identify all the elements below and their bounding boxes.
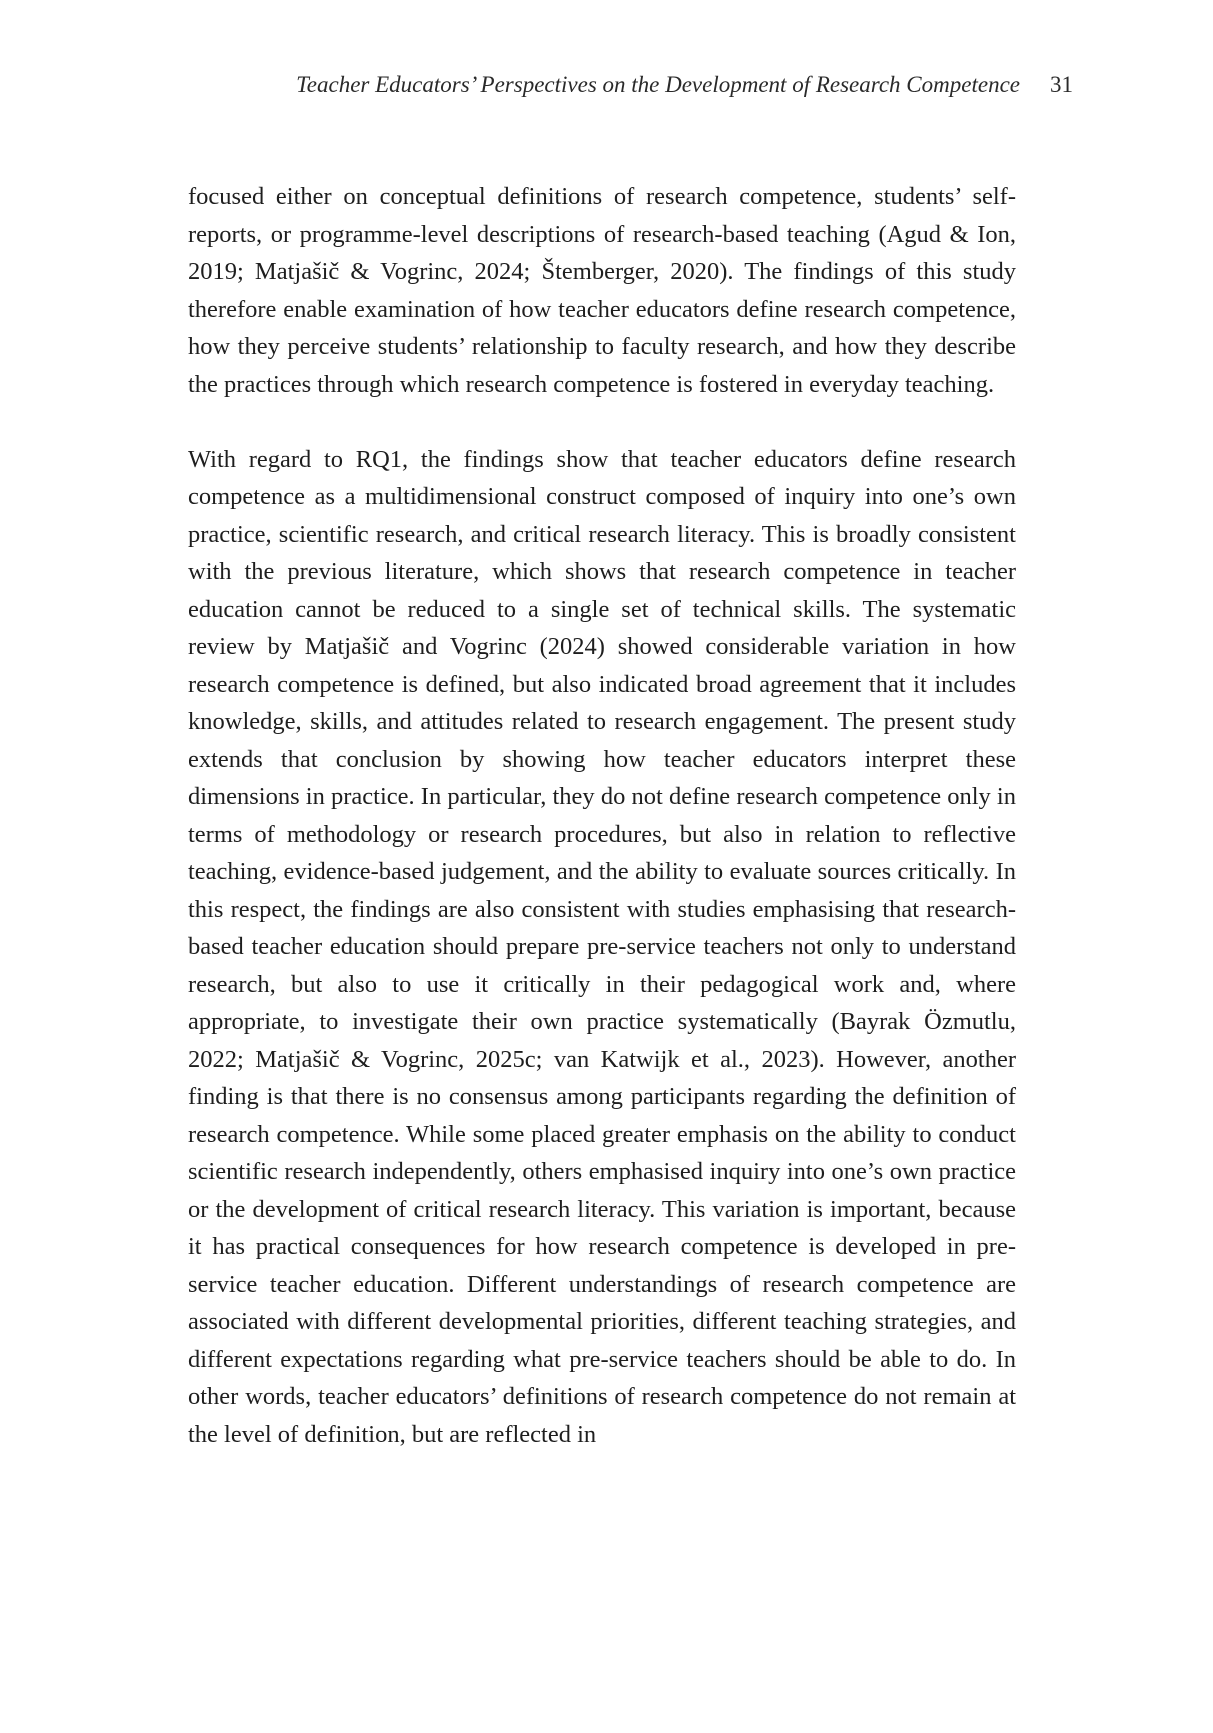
paragraph-1: focused either on conceptual definitions of research competence, students’ self-reports, or programme-level descriptions of research-based teaching (Agud & Ion, 2019; Matjašič & Vogrinc, 2024; Štemberger, 2020). The findings of this study therefore enable examination of how teacher educators define research competence, how they perceive students’ relationship to faculty research, and how they describe the practices through which research competence is fostered in everyday teaching. (188, 183, 1016, 398)
paragraph-2: With regard to RQ1, the findings show that teacher educators define research competence as a multidimensional construct composed of inquiry into one’s own practice, scientific research, and critical research literacy. This is broadly consistent with the previous literature, which shows that research competence in teacher education cannot be reduced to a single set of technical skills. The systematic review by Matjašič and Vogrinc (2024) showed considerable variation in how research competence is defined, but also indicated broad agreement that it includes knowledge, skills, and attitudes related to research engagement. The present study extends that conclusion by showing how teacher educators interpret these dimensions in practice. In particular, they do not define research competence only in terms of methodology or research procedures, but also in relation to reflective teaching, evidence-based judgement, and the ability to evaluate sources critically. In this respect, the findings are also consistent with studies emphasising that research-based teacher education should prepare pre-service teachers not only to understand research, but also to use it critically in their pedagogical work and, where appropriate, to investigate their own practice systematically (Bayrak Özmutlu, 2022; Matjašič & Vogrinc, 2025c; van Katwijk et al., 2023). However, another finding is that there is no consensus among participants regarding the definition of research competence. While some placed greater emphasis on the ability to conduct scientific research independently, others emphasised inquiry into one’s own practice or the development of critical research literacy. This variation is important, because it has practical consequences for how research competence is developed in pre-service teacher education. Different understandings of research competence are associated with different developmental priorities, different teaching strategies, and different expectations regarding what pre-service teachers should be able to do. In other words, teacher educators’ definitions of research competence do not remain at the level of definition, but are reflected in (188, 445, 1016, 1448)
page-number: 31 (1050, 72, 1073, 97)
running-header-title: Teacher Educators’ Perspectives on the Development of Research Competence (296, 72, 1020, 97)
body-text (188, 178, 1016, 1453)
